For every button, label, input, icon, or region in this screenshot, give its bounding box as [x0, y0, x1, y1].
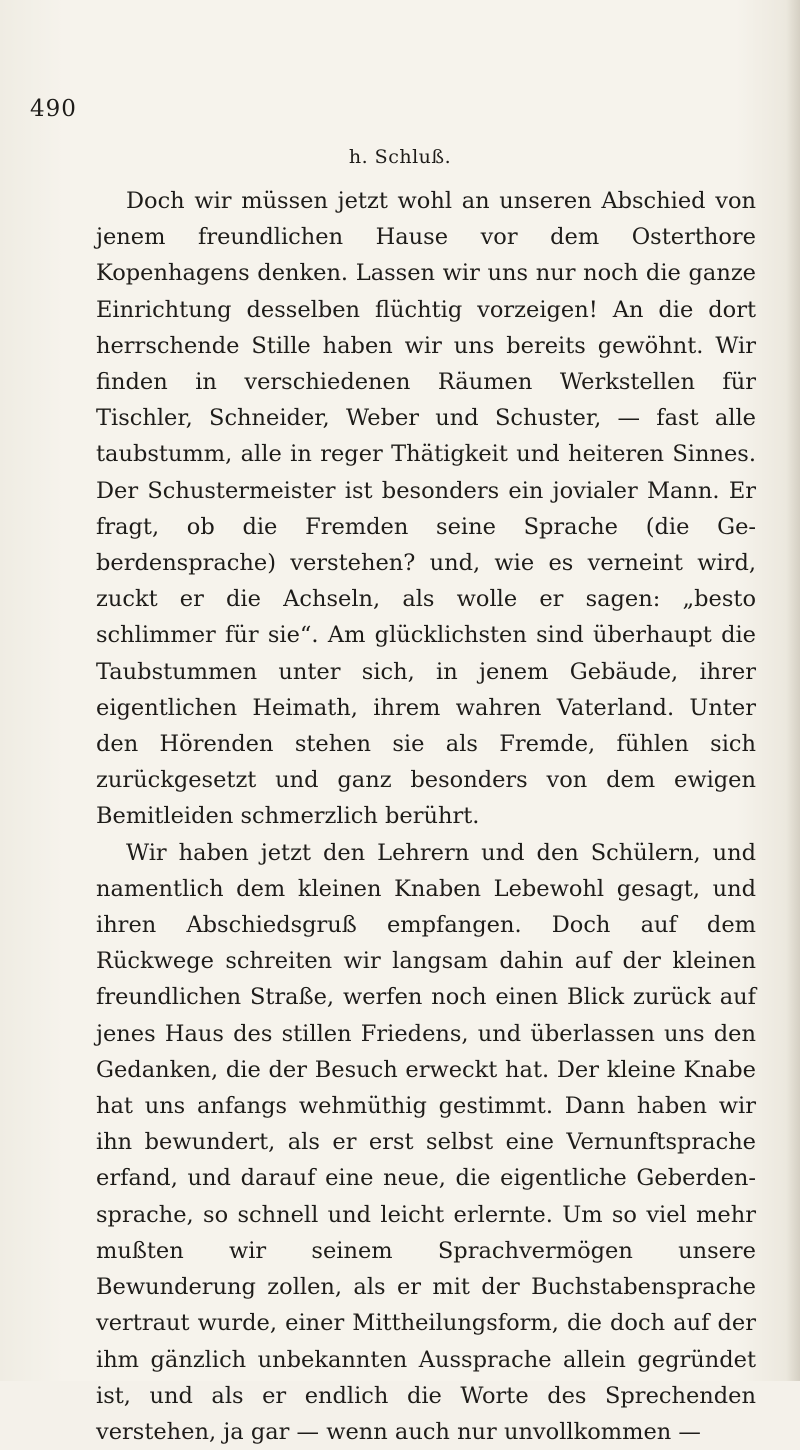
- page-edge-shadow: [786, 0, 800, 1381]
- paragraph-1: Doch wir müssen jetzt wohl an unseren Abschied von jenem freundlichen Hause vor dem Osterthore Kopenhagens denken. Lassen wir uns nur noch die ganze Einrichtung desselben flüchtig vorzeigen! An die dort herrschende Stille haben wir uns bereits gewöhnt. Wir finden in verschiedenen Räumen Werkstellen für Tischler, Schneider, Weber und Schuster, — fast alle taubstumm, alle in reger Thätigkeit und heiteren Sinnes. Der Schustermeister ist besonders ein jovialer Mann. Er fragt, ob die Fremden seine Sprache (die Geberdensprache) verstehen? und, wie es verneint wird, zuckt er die Achseln, als wolle er sagen: „besto schlimmer für sie“. Am glücklichsten sind überhaupt die Taubstummen unter sich, in jenem Gebäude, ihrer eigentlichen Heimath, ihrem wahren Vaterland. Unter den Hörenden stehen sie als Fremde, fühlen sich zurückgesetzt und ganz besonders von dem ewigen Bemitleiden schmerzlich berührt.: [96, 188, 756, 830]
- page-number: 490: [30, 96, 77, 122]
- body-text: [96, 183, 756, 1450]
- section-label: h. Schluß.: [348, 146, 452, 168]
- paragraph-2: Wir haben jetzt den Lehrern und den Schülern, und namentlich dem kleinen Knaben Lebewohl gesagt, und ihren Abschiedsgruß empfangen. Doch auf dem Rückwege schreiten wir langsam dahin auf der kleinen freundlichen Straße, werfen noch einen Blick zurück auf jenes Haus des stillen Friedens, und überlassen uns den Gedanken, die der Besuch erweckt hat. Der kleine Knabe hat uns anfangs wehmüthig gestimmt. Dann haben wir ihn bewundert, als er erst selbst eine Vernunftsprache erfand, und darauf eine neue, die eigentliche Geberdensprache, so schnell und leicht erlernte. Um so viel mehr mußten wir seinem Sprachvermögen unsere Bewunderung zollen, als er mit der Buchstabensprache vertraut wurde, einer Mittheilungsform, die doch auf der ihm gänzlich unbekannten Aussprache allein gegründet ist, und als er endlich die Worte des Sprechenden verstehen, ja gar — wenn auch nur unvollkommen —: [96, 839, 756, 1445]
